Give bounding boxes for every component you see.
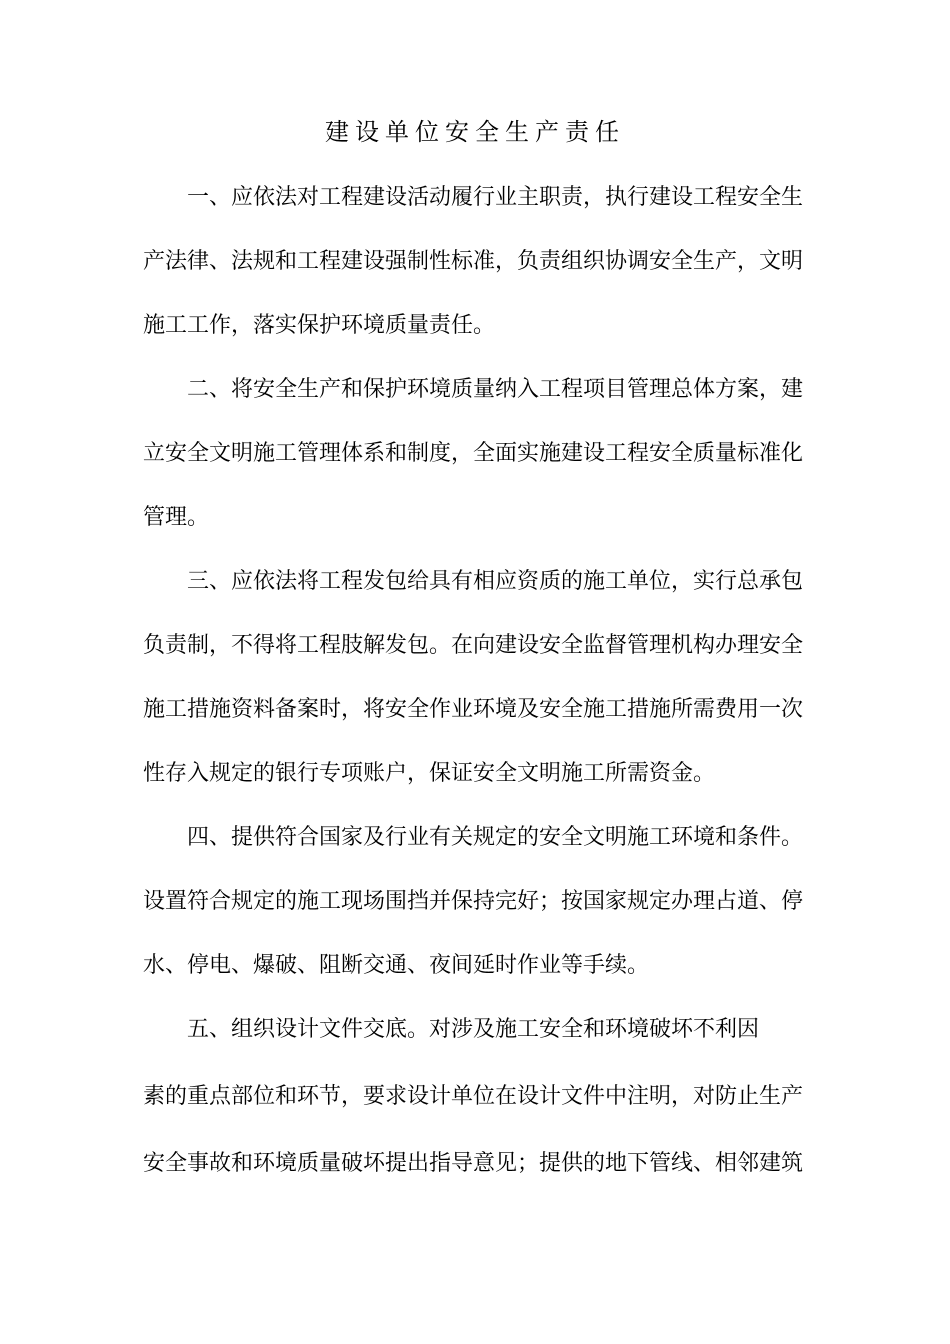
paragraph-5-line-3: 安全事故和环境质量破坏提出指导意见；提供的地下管线、相邻建筑 <box>143 1151 804 1176</box>
paragraph-5-line-1: 五、组织设计文件交底。对涉及施工安全和环境破坏不利因 <box>187 1017 760 1042</box>
paragraph-3-line-1: 三、应依法将工程发包给具有相应资质的施工单位，实行总承包 <box>187 569 804 594</box>
paragraph-3-line-2: 负责制，不得将工程肢解发包。在向建设安全监督管理机构办理安全 <box>143 633 804 658</box>
paragraph-3-line-4: 性存入规定的银行专项账户，保证安全文明施工所需资金。 <box>143 761 716 786</box>
paragraph-2-line-1: 二、将安全生产和保护环境质量纳入工程项目管理总体方案，建 <box>187 377 804 402</box>
paragraph-2-line-3: 管理。 <box>143 505 210 530</box>
paragraph-1-line-3: 施工工作，落实保护环境质量责任。 <box>143 313 496 338</box>
document-title: 建设单位安全生产责任 <box>325 118 625 146</box>
paragraph-4-line-2: 设置符合规定的施工现场围挡并保持完好；按国家规定办理占道、停 <box>143 889 804 914</box>
paragraph-4-line-3: 水、停电、爆破、阻断交通、夜间延时作业等手续。 <box>143 953 650 978</box>
paragraph-2-line-2: 立安全文明施工管理体系和制度，全面实施建设工程安全质量标准化 <box>143 441 804 466</box>
paragraph-1-line-1: 一、应依法对工程建设活动履行业主职责，执行建设工程安全生 <box>187 185 804 210</box>
paragraph-1-line-2: 产法律、法规和工程建设强制性标准，负责组织协调安全生产，文明 <box>143 249 804 274</box>
paragraph-4-line-1: 四、提供符合国家及行业有关规定的安全文明施工环境和条件。 <box>187 825 804 850</box>
paragraph-5-line-2: 素的重点部位和环节，要求设计单位在设计文件中注明，对防止生产 <box>143 1084 804 1109</box>
paragraph-3-line-3: 施工措施资料备案时，将安全作业环境及安全施工措施所需费用一次 <box>143 697 804 722</box>
